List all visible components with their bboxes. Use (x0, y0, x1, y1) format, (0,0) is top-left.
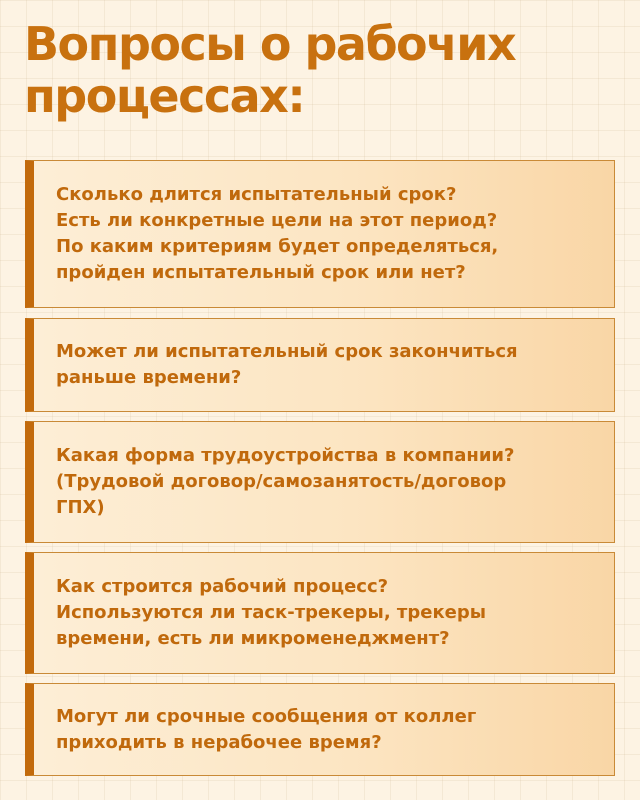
question-card-text: Сколько длится испытательный срок? Есть ли конкретные цели на этот период? По каким критериям будет определяться, пройден испытательный срок или нет? (56, 184, 499, 283)
question-card-text: Могут ли срочные сообщения от коллег приходить в нерабочее время? (56, 705, 477, 753)
page-title (24, 18, 624, 122)
question-card-early-end (25, 318, 615, 412)
question-card-probation (25, 160, 615, 308)
question-card-text: Как строится рабочий процесс? Используются ли таск-трекеры, трекеры времени, есть ли микроменеджмент? (56, 576, 487, 649)
question-card-employment-form (25, 421, 615, 543)
question-card-work-process (25, 552, 615, 674)
page-title-text: Вопросы о рабочих процессах: (24, 17, 516, 123)
question-card-text: Может ли испытательный срок закончиться раньше времени? (56, 341, 518, 388)
question-card-text: Какая форма трудоустройства в компании? (Трудовой договор/самозанятость/договор ГПХ) (56, 445, 515, 518)
question-card-urgent-messages (25, 683, 615, 776)
